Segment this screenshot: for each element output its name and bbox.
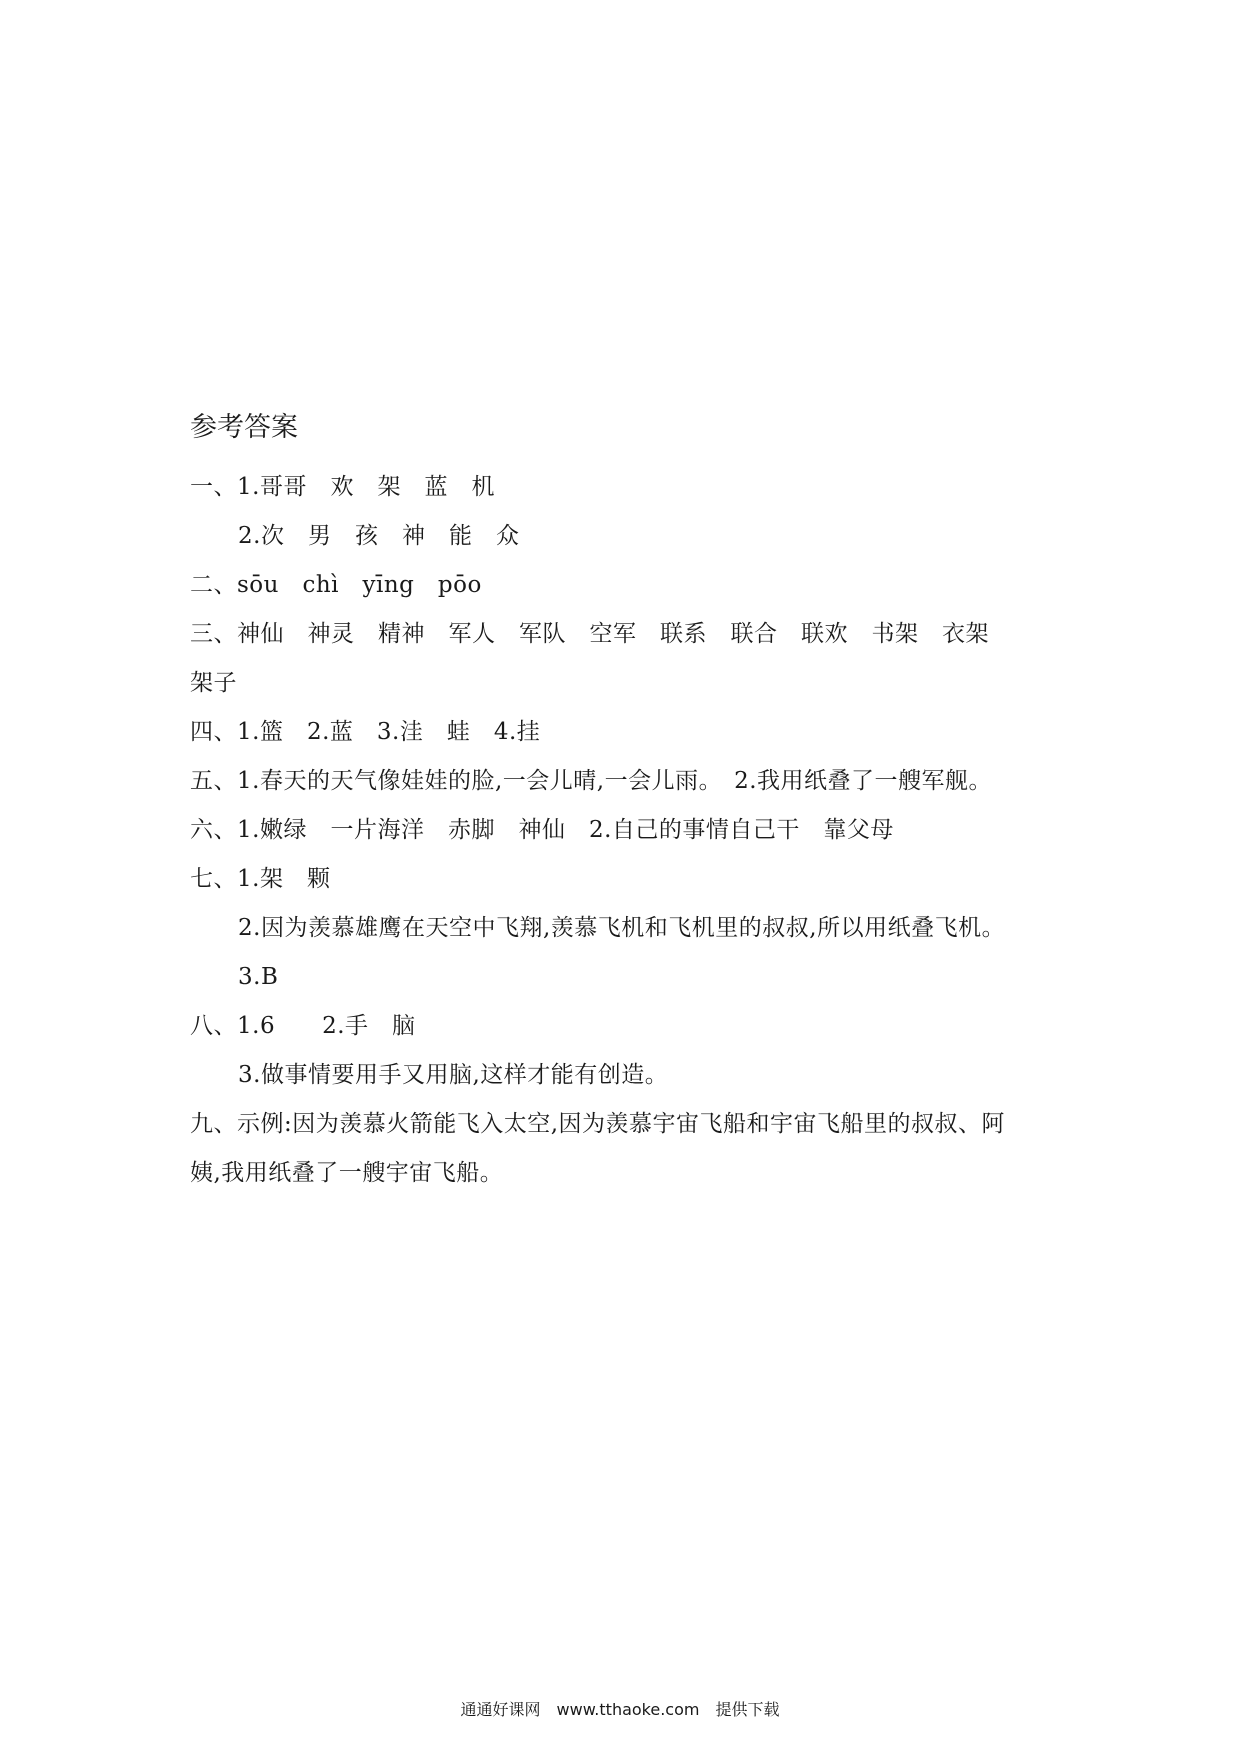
answer-line-1: 一、1.哥哥 欢 架 蓝 机 bbox=[190, 474, 495, 500]
answer-line-11: 3.B bbox=[238, 964, 279, 990]
answer-line-8: 六、1.嫩绿 一片海洋 赤脚 神仙 2.自己的事情自己干 靠父母 bbox=[190, 817, 894, 843]
answer-line-12: 八、1.6 2.手 脑 bbox=[190, 1013, 416, 1039]
answer-line-15: 姨,我用纸叠了一艘宇宙飞船。 bbox=[190, 1160, 504, 1186]
footer-credit: 通通好课网 www.tthaoke.com 提供下载 bbox=[460, 1700, 780, 1719]
answer-line-7: 五、1.春天的天气像娃娃的脸,一会儿晴,一会儿雨。 2.我用纸叠了一艘军舰。 bbox=[190, 768, 993, 794]
answer-line-3: 二、sōu chì yīng pōo bbox=[190, 572, 482, 598]
answer-line-2: 2.次 男 孩 神 能 众 bbox=[238, 523, 520, 549]
page-title: 参考答案 bbox=[190, 412, 298, 443]
answer-line-14: 九、示例:因为羡慕火箭能飞入太空,因为羡慕宇宙飞船和宇宙飞船里的叔叔、阿 bbox=[190, 1111, 1006, 1137]
answer-line-9: 七、1.架 颗 bbox=[190, 866, 331, 892]
answer-line-10: 2.因为羡慕雄鹰在天空中飞翔,羡慕飞机和飞机里的叔叔,所以用纸叠飞机。 bbox=[238, 915, 1006, 941]
answer-line-13: 3.做事情要用手又用脑,这样才能有创造。 bbox=[238, 1062, 669, 1088]
answer-line-5: 架子 bbox=[190, 670, 237, 696]
answer-line-6: 四、1.篮 2.蓝 3.洼 蛙 4.挂 bbox=[190, 719, 541, 745]
answer-line-4: 三、神仙 神灵 精神 军人 军队 空军 联系 联合 联欢 书架 衣架 bbox=[190, 621, 989, 647]
